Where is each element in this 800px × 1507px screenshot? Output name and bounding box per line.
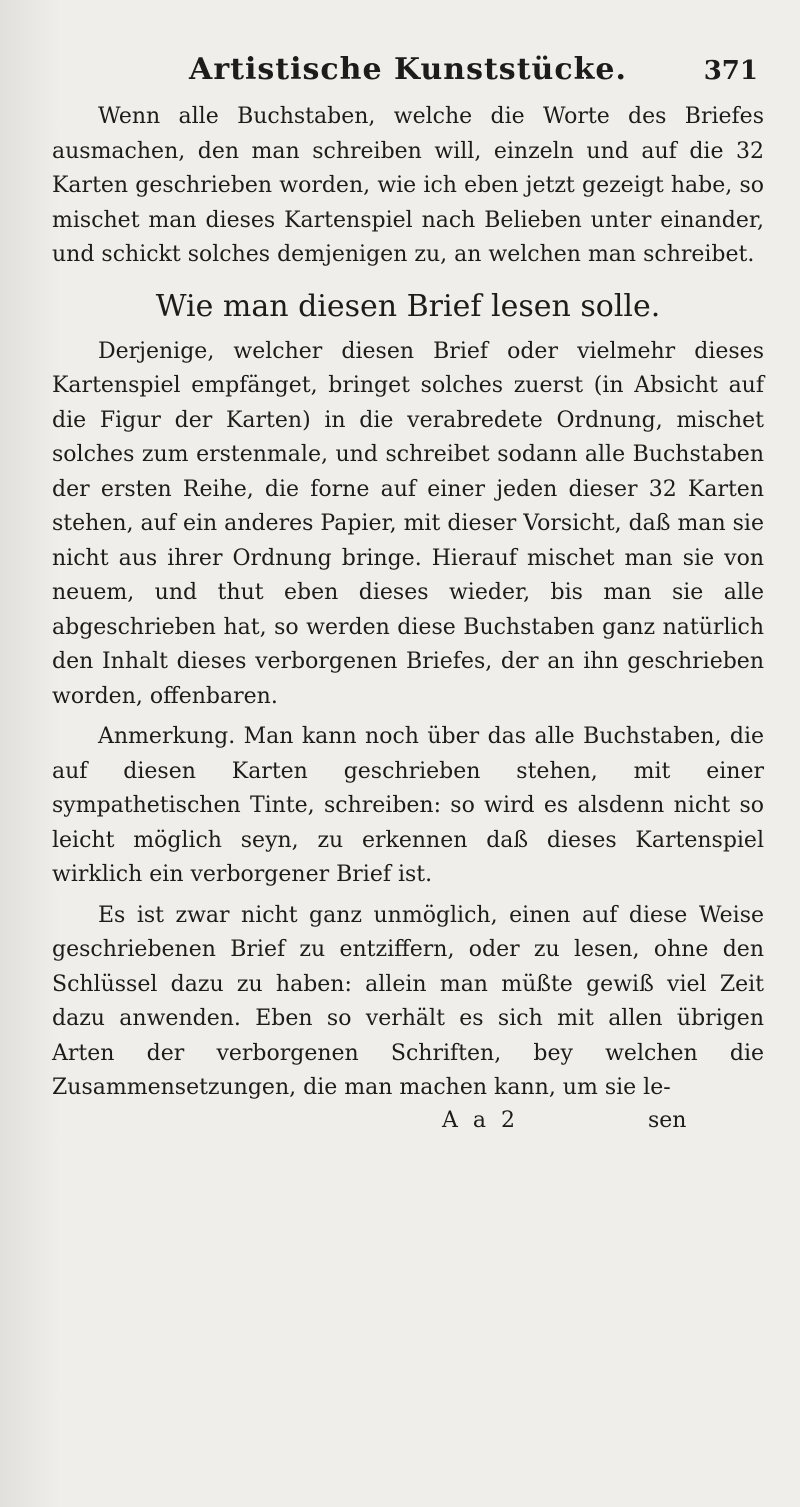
paragraph-instructions: Derjenige, welcher diesen Brief oder vielmehr dieses Kartenspiel empfänget, bringet solches zuerst (in Absicht auf die Figur der Karten) in die verabredete Ordnung, mischet solches zum erstenmale, und schreibet sodann alle Buchstaben der ersten Reihe, die forne auf einer jeden dieser 32 Karten stehen, auf ein anderes Papier, mit dieser Vorsicht, daß man sie nicht aus ihrer Ordnung bringe. Hierauf mischet man sie von neuem, und thut eben dieses wieder, bis man sie alle abgeschrieben hat, so werden diese Buchstaben ganz natürlich den Inhalt dieses verborgenen Briefes, der an ihn geschrieben worden, offenbaren. [52, 338, 764, 709]
paragraph-note: Anmerkung. Man kann noch über das alle Buchstaben, die auf diesen Karten geschrieben stehen, mit einer sympathetischen Tinte, schreiben: so wird es alsdenn nicht so leicht möglich seyn, zu erkennen daß dieses Kartenspiel wirklich ein verborgener Brief ist. [52, 724, 764, 887]
section-heading: Wie man diesen Brief lesen solle. [155, 288, 661, 324]
running-title: Artistische Kunststücke. [189, 52, 627, 87]
signature-mark: A a 2 [442, 1107, 519, 1133]
page-footer [52, 1108, 764, 1144]
running-head [52, 52, 764, 100]
catchword: sen [648, 1107, 687, 1133]
paragraph-intro: Wenn alle Buchstaben, welche die Worte des Briefes ausmachen, den man schreiben will, einzeln und auf die 32 Karten geschrieben worden, wie ich eben jetzt gezeigt habe, so mischet man dieses Kartenspiel nach Belieben unter einander, und schickt solches demjenigen zu, an welchen man schreibet. [52, 104, 764, 267]
page-number: 371 [703, 56, 758, 86]
paragraph-decipher: Es ist zwar nicht ganz unmöglich, einen auf diese Weise geschriebenen Brief zu entziffern, oder zu lesen, ohne den Schlüssel dazu zu haben: allein man müßte gewiß viel Zeit dazu anwenden. Eben so verhält es sich mit allen übrigen Arten der verborgenen Schriften, bey welchen die Zusammensetzungen, die man machen kann, um sie le- [52, 902, 764, 1100]
